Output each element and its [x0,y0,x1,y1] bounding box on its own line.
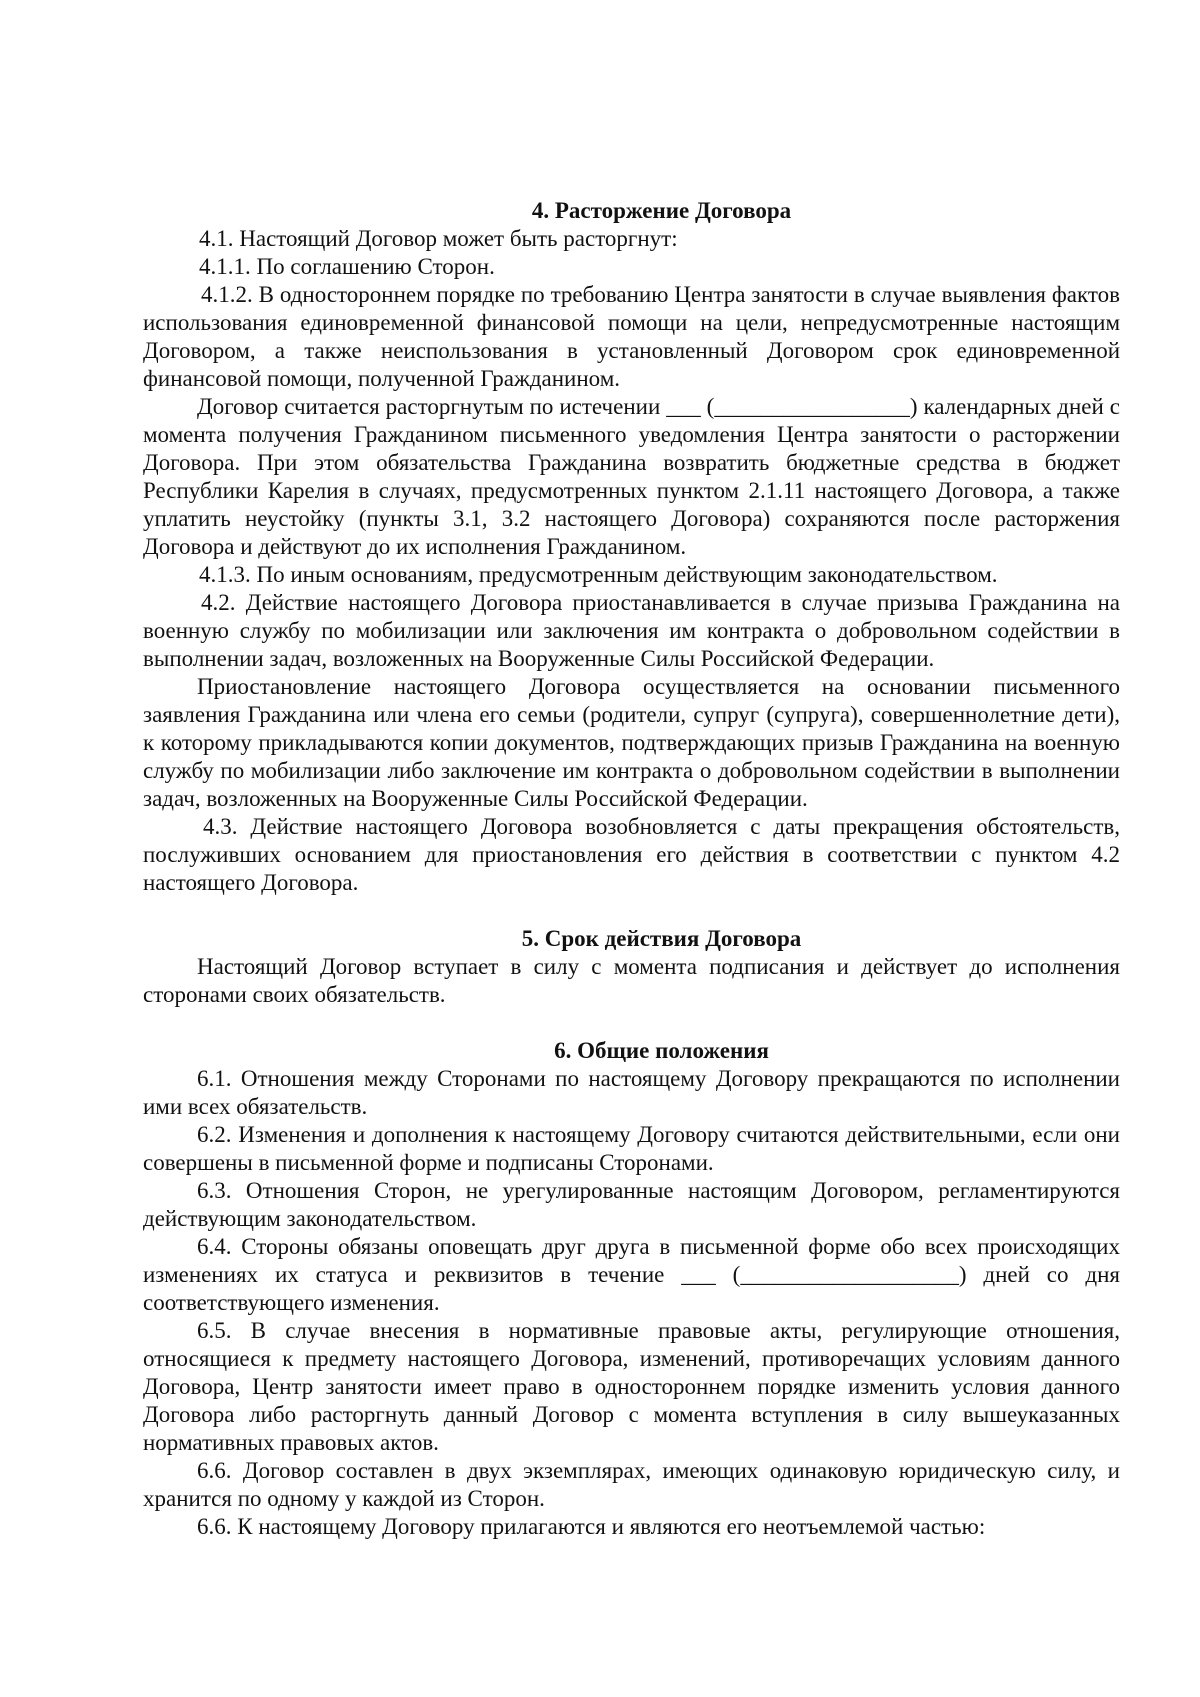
paragraph: 4.2. Действие настоящего Договора приостанавливается в случае призыва Гражданина на военную службу по мобилизации или заключения им контракта о добровольном содействии в выполнении задач, возложенных на Вооруженные Силы Российской Федерации. [143,590,1120,671]
paragraph: Настоящий Договор вступает в силу с момента подписания и действует до исполнения сторонами своих обязательств. [143,954,1120,1007]
paragraph: 4.1.2. В одностороннем порядке по требованию Центра занятости в случае выявления фактов использования единовременной финансовой помощи на цели, непредусмотренные настоящим Договором, а также неиспользования в установленный Договором срок единовременной финансовой помощи, полученной Гражданином. [143,282,1120,391]
section-heading: 4. Расторжение Договора [531,198,792,223]
paragraph: 6.5. В случае внесения в нормативные правовые акты, регулирующие отношения, относящиеся к предмету настоящего Договора, изменений, противоречащих условиям данного Договора, Центр занятости имеет право в одностороннем порядке изменить условия данного Договора либо расторгнуть данный Договор с момента вступления в силу вышеуказанных нормативных правовых актов. [143,1318,1120,1455]
paragraph: 6.6. Договор составлен в двух экземплярах, имеющих одинаковую юридическую силу, и хранится по одному у каждой из Сторон. [143,1458,1120,1511]
paragraph: 4.1.3. По иным основаниям, предусмотренным действующим законодательством. [199,562,998,587]
paragraph: Договор считается расторгнутым по истечении ___ (_________________) календарных дней с момента получения Гражданином письменного уведомления Центра занятости о расторжении Договора. При этом обязательства Гражданина возвратить бюджетные средства в бюджет Республики Карелия в случаях, предусмотренных пунктом 2.1.11 настоящего Договора, а также уплатить неустойку (пункты 3.1, 3.2 настоящего Договора) сохраняются после расторжения Договора и действуют до их исполнения Гражданином. [143,394,1120,559]
paragraph: Приостановление настоящего Договора осуществляется на основании письменного заявления Гражданина или члена его семьи (родители, супруг (супруга), совершеннолетние дети), к которому прикладываются копии документов, подтверждающих призыв Гражданина на военную службу по мобилизации либо заключение им контракта о добровольном содействии в выполнении задач, возложенных на Вооруженные Силы Российской Федерации. [143,674,1120,811]
section-termination [143,197,1120,897]
paragraph: 4.1. Настоящий Договор может быть расторгнут: [199,226,678,251]
paragraph: 6.3. Отношения Сторон, не урегулированные настоящим Договором, регламентируются действующим законодательством. [143,1178,1120,1231]
section-general [143,1037,1120,1541]
section-term [143,925,1120,1009]
paragraph: 6.2. Изменения и дополнения к настоящему Договору считаются действительными, если они совершены в письменной форме и подписаны Сторонами. [143,1122,1120,1175]
section-heading: 5. Срок действия Договора [521,926,802,951]
paragraph: 6.4. Стороны обязаны оповещать друг друга в письменной форме обо всех происходящих изменениях их статуса и реквизитов в течение ___ (___________________) дней со дня соответствующего изменения. [143,1234,1120,1315]
document-page [143,197,1120,1541]
section-heading: 6. Общие положения [554,1038,769,1063]
paragraph: 6.6. К настоящему Договору прилагаются и являются его неотъемлемой частью: [197,1514,986,1539]
paragraph: 4.1.1. По соглашению Сторон. [199,254,495,279]
paragraph: 4.3. Действие настоящего Договора возобновляется с даты прекращения обстоятельств, послуживших основанием для приостановления его действия в соответствии с пунктом 4.2 настоящего Договора. [143,814,1120,895]
paragraph: 6.1. Отношения между Сторонами по настоящему Договору прекращаются по исполнении ими всех обязательств. [143,1066,1120,1119]
